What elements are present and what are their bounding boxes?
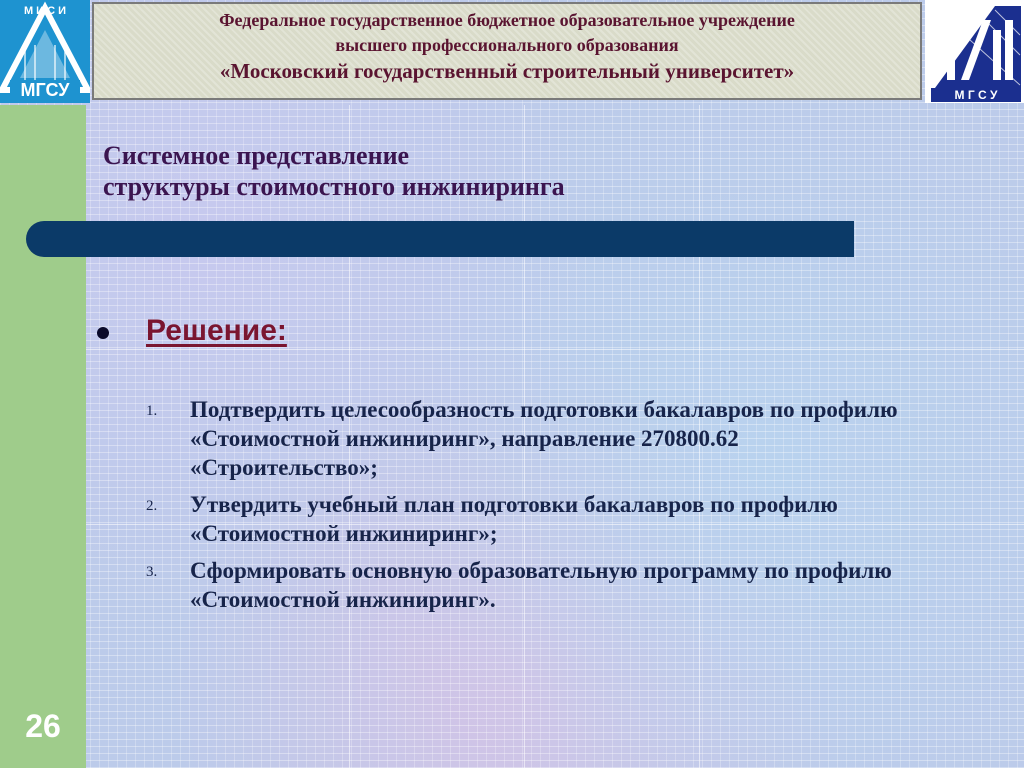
solution-heading: Решение: bbox=[146, 314, 287, 347]
page-number: 26 bbox=[25, 708, 61, 744]
title-divider-bar bbox=[26, 221, 854, 257]
header-line-1: Федеральное государственное бюджетное образовательное учреждение bbox=[219, 10, 795, 30]
decision-list bbox=[146, 395, 916, 622]
slide-title bbox=[103, 140, 565, 202]
item-number: 1. bbox=[146, 403, 158, 419]
list-item bbox=[146, 395, 916, 482]
left-sidebar bbox=[0, 105, 86, 768]
svg-text:М Г С У: М Г С У bbox=[954, 88, 998, 102]
background-gridline bbox=[86, 349, 1024, 350]
svg-text:М И С И: М И С И bbox=[23, 5, 67, 17]
misi-mgsu-logo bbox=[0, 0, 90, 103]
slide-title-line-1: Системное представление bbox=[103, 141, 410, 170]
svg-text:МГСУ: МГСУ bbox=[20, 80, 70, 100]
item-number: 2. bbox=[146, 498, 158, 514]
slide-title-line-2: структуры стоимостного инжиниринга bbox=[103, 172, 565, 201]
bullet-dot bbox=[97, 327, 109, 339]
list-item bbox=[146, 556, 916, 614]
item-text: Подтвердить целесообразность подготовки бакалавров по профилю «Стоимостной инжиниринг», направление 270800.62 «Строительство»; bbox=[190, 397, 898, 480]
isa-mgsu-logo bbox=[925, 0, 1024, 103]
item-text: Сформировать основную образовательную программу по профилю «Стоимостной инжиниринг». bbox=[190, 558, 892, 612]
item-text: Утвердить учебный план подготовки бакалавров по профилю «Стоимостной инжиниринг»; bbox=[190, 492, 838, 546]
item-number: 3. bbox=[146, 564, 158, 580]
list-item bbox=[146, 490, 916, 548]
header-line-3: «Московский государственный строительный университет» bbox=[219, 59, 795, 83]
header-line-2: высшего профессионального образования bbox=[335, 35, 679, 55]
university-header bbox=[92, 2, 922, 100]
